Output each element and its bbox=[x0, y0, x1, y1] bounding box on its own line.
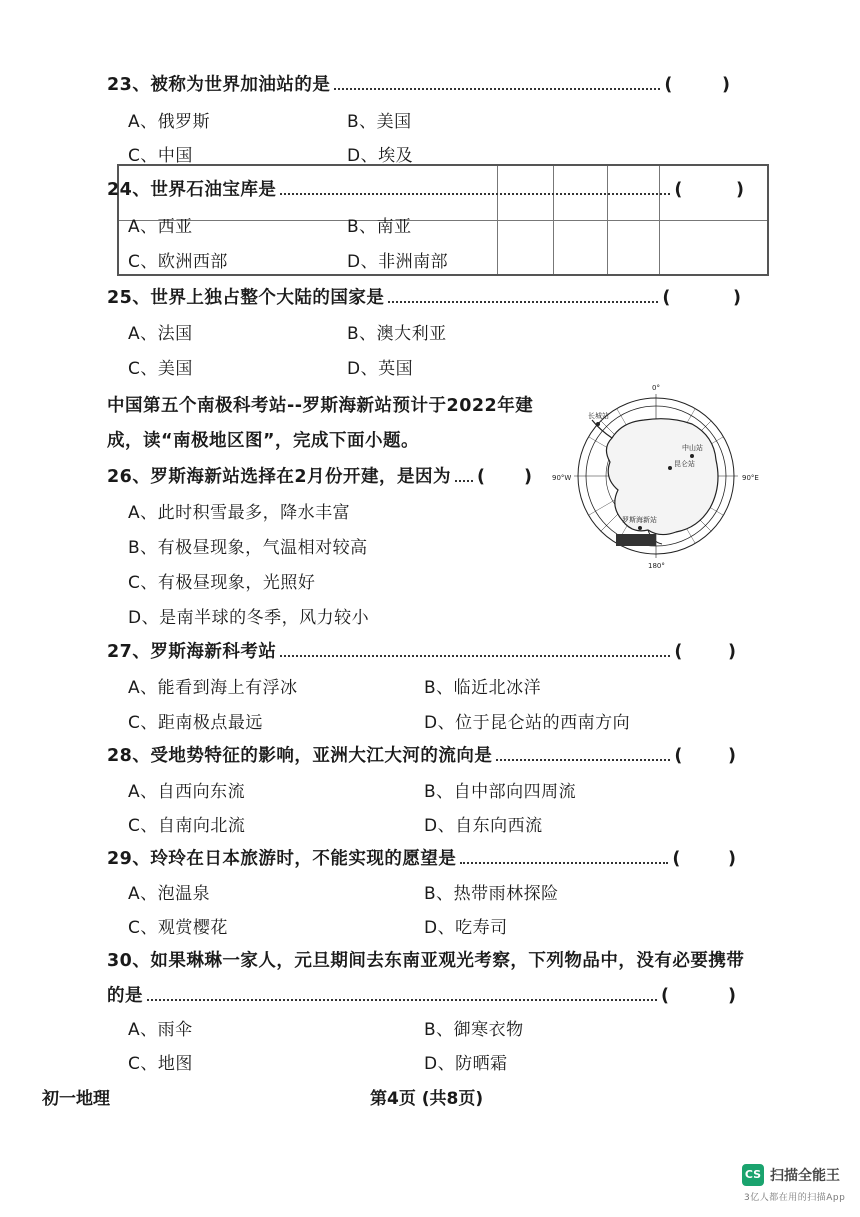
question-24 bbox=[107, 178, 683, 202]
antarctic-map bbox=[552, 382, 770, 570]
answer-paren-close: ) bbox=[728, 642, 737, 662]
answer-paren-close: ) bbox=[728, 986, 737, 1006]
answer-paren-open: ( bbox=[477, 467, 486, 487]
option-b: B、临近北冰洋 bbox=[424, 678, 542, 698]
question-23 bbox=[107, 73, 673, 97]
question-30 bbox=[107, 949, 744, 973]
map-label-90e: 90°E bbox=[742, 474, 759, 482]
question-number: 23、 bbox=[107, 75, 151, 95]
camscanner-logo-icon: CS bbox=[742, 1164, 764, 1186]
map-station-ross-sea: 罗斯海新站 bbox=[622, 516, 657, 524]
option-b: B、御寒衣物 bbox=[424, 1020, 524, 1040]
leader-dots bbox=[147, 985, 657, 1001]
leader-dots bbox=[280, 179, 670, 195]
option-d: D、防晒霜 bbox=[424, 1054, 508, 1074]
question-number: 26、 bbox=[107, 467, 151, 487]
question-number: 24、 bbox=[107, 180, 151, 200]
option-a: A、俄罗斯 bbox=[128, 112, 211, 132]
answer-paren-open: ( bbox=[674, 642, 683, 662]
leader-dots bbox=[334, 74, 660, 90]
answer-paren-close: ) bbox=[728, 746, 737, 766]
scanner-brand: 扫描全能王 bbox=[770, 1168, 840, 1184]
option-d: D、位于昆仑站的西南方向 bbox=[424, 713, 631, 733]
option-c: C、美国 bbox=[128, 359, 193, 379]
option-c: C、中国 bbox=[128, 146, 193, 166]
answer-paren-open: ( bbox=[664, 75, 673, 95]
question-number: 29、 bbox=[107, 849, 151, 869]
reading-intro-line-2: 成，读“南极地区图”，完成下面小题。 bbox=[107, 431, 420, 451]
question-28 bbox=[107, 744, 683, 768]
question-27 bbox=[107, 640, 683, 664]
option-b: B、澳大利亚 bbox=[347, 324, 447, 344]
answer-paren-open: ( bbox=[661, 986, 670, 1006]
question-text: 的是 bbox=[107, 986, 143, 1006]
option-d: D、英国 bbox=[347, 359, 414, 379]
answer-paren-open: ( bbox=[672, 849, 681, 869]
option-a: A、此时积雪最多，降水丰富 bbox=[128, 503, 351, 523]
option-c: C、欧洲西部 bbox=[128, 252, 228, 272]
answer-paren-close: ) bbox=[728, 849, 737, 869]
table-divider bbox=[119, 220, 767, 221]
leader-dots bbox=[460, 848, 668, 864]
option-b: B、美国 bbox=[347, 112, 412, 132]
answer-paren-open: ( bbox=[674, 746, 683, 766]
question-25 bbox=[107, 286, 671, 310]
question-text: 罗斯海新站选择在2月份开建，是因为 bbox=[150, 467, 452, 487]
antarctic-polar-map-icon bbox=[552, 382, 770, 570]
option-c: C、地图 bbox=[128, 1054, 193, 1074]
map-station-kunlun: 昆仑站 bbox=[674, 460, 695, 468]
question-text: 如果琳琳一家人，元旦期间去东南亚观光考察，下列物品中，没有必要携带 bbox=[150, 951, 745, 971]
option-d: D、埃及 bbox=[347, 146, 414, 166]
option-d: D、吃寿司 bbox=[424, 918, 508, 938]
map-station-great-wall: 长城站 bbox=[588, 412, 609, 420]
option-c: C、有极昼现象，光照好 bbox=[128, 573, 316, 593]
footer-subject: 初一地理 bbox=[42, 1089, 110, 1109]
option-d: D、是南半球的冬季，风力较小 bbox=[128, 608, 370, 628]
option-d: D、自东向西流 bbox=[424, 816, 543, 836]
option-c: C、观赏樱花 bbox=[128, 918, 228, 938]
question-30-continued bbox=[107, 984, 670, 1008]
option-b: B、南亚 bbox=[347, 217, 412, 237]
leader-dots bbox=[455, 466, 473, 482]
answer-paren-close: ) bbox=[722, 75, 731, 95]
scanner-tagline: 3亿人都在用的扫描App bbox=[744, 1193, 846, 1203]
reading-intro-line-1: 中国第五个南极科考站--罗斯海新站预计于2022年建 bbox=[107, 396, 534, 416]
answer-paren-open: ( bbox=[662, 288, 671, 308]
question-text: 受地势特征的影响，亚洲大江大河的流向是 bbox=[150, 746, 493, 766]
option-b: B、热带雨林探险 bbox=[424, 884, 559, 904]
leader-dots bbox=[280, 641, 670, 657]
answer-paren-close: ) bbox=[733, 288, 742, 308]
option-d: D、非洲南部 bbox=[347, 252, 449, 272]
leader-dots bbox=[388, 287, 658, 303]
leader-dots bbox=[496, 745, 670, 761]
option-a: A、能看到海上有浮冰 bbox=[128, 678, 298, 698]
question-text: 世界上独占整个大陆的国家是 bbox=[150, 288, 385, 308]
option-b: B、有极昼现象，气温相对较高 bbox=[128, 538, 368, 558]
map-label-90w: 90°W bbox=[552, 474, 572, 482]
question-number: 25、 bbox=[107, 288, 151, 308]
question-number: 27、 bbox=[107, 642, 151, 662]
question-number: 28、 bbox=[107, 746, 151, 766]
question-text: 世界石油宝库是 bbox=[150, 180, 277, 200]
question-text: 被称为世界加油站的是 bbox=[150, 75, 331, 95]
option-a: A、法国 bbox=[128, 324, 193, 344]
option-a: A、自西向东流 bbox=[128, 782, 246, 802]
answer-paren-close: ) bbox=[736, 180, 745, 200]
footer-page-number: 第4页 (共8页) bbox=[370, 1089, 484, 1109]
answer-paren-open: ( bbox=[674, 180, 683, 200]
question-text: 玲玲在日本旅游时，不能实现的愿望是 bbox=[150, 849, 457, 869]
option-c: C、自南向北流 bbox=[128, 816, 246, 836]
map-label-0: 0° bbox=[652, 384, 660, 392]
answer-paren-close: ) bbox=[524, 467, 533, 487]
question-29 bbox=[107, 847, 681, 871]
map-station-zhongshan: 中山站 bbox=[682, 444, 703, 452]
question-number: 30、 bbox=[107, 951, 151, 971]
option-c: C、距南极点最远 bbox=[128, 713, 263, 733]
option-a: A、雨伞 bbox=[128, 1020, 193, 1040]
option-b: B、自中部向四周流 bbox=[424, 782, 577, 802]
question-26 bbox=[107, 465, 486, 489]
question-text: 罗斯海新科考站 bbox=[150, 642, 277, 662]
option-a: A、西亚 bbox=[128, 217, 193, 237]
option-a: A、泡温泉 bbox=[128, 884, 211, 904]
map-label-180: 180° bbox=[648, 562, 665, 570]
